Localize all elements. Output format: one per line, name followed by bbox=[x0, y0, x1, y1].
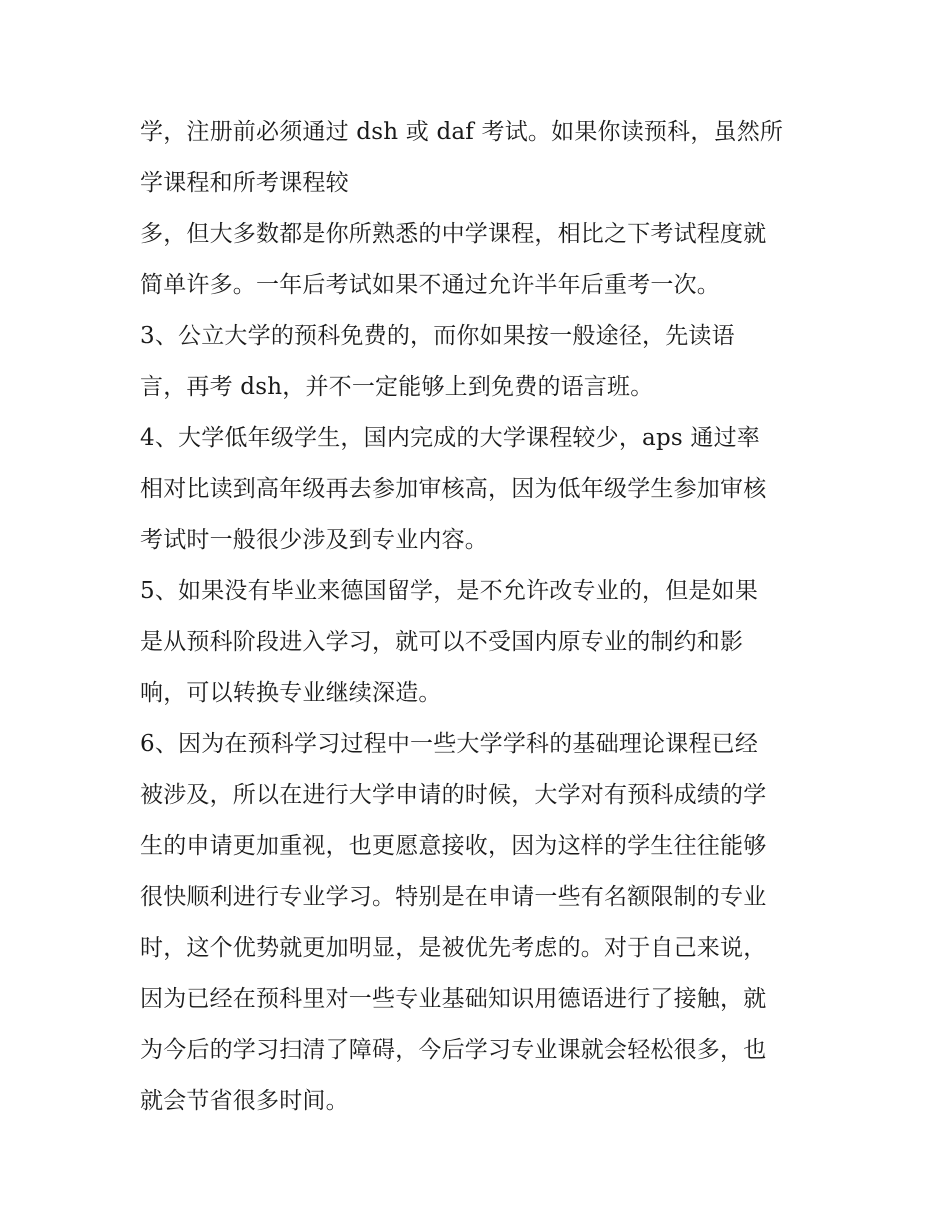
text-line: 5、如果没有毕业来德国留学，是不允许改专业的，但是如果 bbox=[140, 578, 759, 604]
text-line: 学，注册前必须通过 dsh 或 daf 考试。如果你读预科，虽然所 bbox=[140, 119, 784, 145]
text-line: 很快顺利进行专业学习。特别是在申请一些有名额限制的专业 bbox=[140, 884, 767, 910]
text-line: 4、大学低年级学生，国内完成的大学课程较少，aps 通过率 bbox=[140, 425, 760, 451]
text-line: 是从预科阶段进入学习，就可以不受国内原专业的制约和影 bbox=[140, 629, 744, 655]
text-line: 时，这个优势就更加明显，是被优先考虑的。对于自己来说， bbox=[140, 935, 767, 961]
text-line: 考试时一般很少涉及到专业内容。 bbox=[140, 527, 488, 553]
document-body bbox=[140, 107, 820, 1127]
text-line: 言，再考 dsh，并不一定能够上到免费的语言班。 bbox=[140, 374, 654, 400]
text-line: 为今后的学习扫清了障碍，今后学习专业课就会轻松很多，也 bbox=[140, 1037, 767, 1063]
text-line: 被涉及，所以在进行大学申请的时候，大学对有预科成绩的学 bbox=[140, 782, 767, 808]
text-line: 多，但大多数都是你所熟悉的中学课程，相比之下考试程度就 bbox=[140, 221, 767, 247]
text-line: 6、因为在预科学习过程中一些大学学科的基础理论课程已经 bbox=[140, 731, 759, 757]
text-line: 3、公立大学的预科免费的，而你如果按一般途径，先读语 bbox=[140, 323, 735, 349]
text-line: 学课程和所考课程较 bbox=[140, 170, 349, 196]
text-line: 相对比读到高年级再去参加审核高，因为低年级学生参加审核 bbox=[140, 476, 767, 502]
text-line: 就会节省很多时间。 bbox=[140, 1088, 349, 1114]
text-line: 生的申请更加重视，也更愿意接收，因为这样的学生往往能够 bbox=[140, 833, 767, 859]
text-line: 因为已经在预科里对一些专业基础知识用德语进行了接触，就 bbox=[140, 986, 767, 1012]
text-line: 简单许多。一年后考试如果不通过允许半年后重考一次。 bbox=[140, 272, 720, 298]
text-line: 响，可以转换专业继续深造。 bbox=[140, 680, 442, 706]
